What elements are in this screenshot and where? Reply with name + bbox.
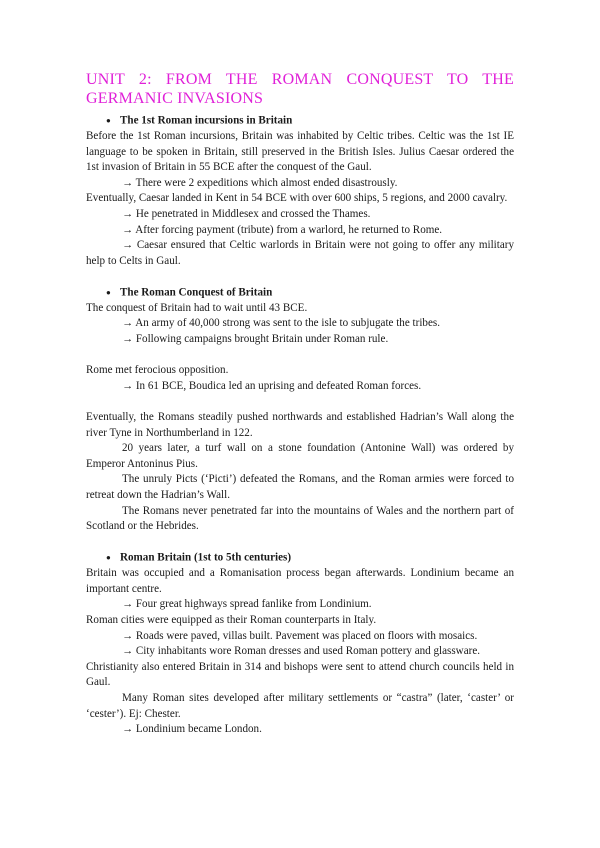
section-heading-text: The Roman Conquest of Britain xyxy=(120,286,273,299)
document-body xyxy=(86,70,514,738)
section-heading-roman-britain xyxy=(86,550,514,566)
paragraph: Rome met ferocious opposition. xyxy=(86,364,229,377)
section-heading-text: Roman Britain (1st to 5th centuries) xyxy=(120,551,292,564)
paragraph: Eventually, Caesar landed in Kent in 54 BCE with over 600 ships, 5 regions, and 2000 cavalry. xyxy=(86,192,508,205)
arrow-point: → Roads were paved, villas built. Pavement was placed on floors with mosaics. xyxy=(122,629,478,642)
paragraph: The Romans never penetrated far into the mountains of Wales and the northern part of Scotland or the Hebrides. xyxy=(86,504,514,533)
bullet-icon: ● xyxy=(106,553,111,563)
section-heading-conquest xyxy=(86,285,514,301)
spacer xyxy=(86,348,514,364)
paragraph: Many Roman sites developed after military settlements or “castra” (later, ‘caster’ or ‘cester’). Ej: Chester. xyxy=(86,692,514,720)
paragraph: Eventually, the Romans steadily pushed northwards and established Hadrian’s Wall along the river Tyne in Northumberland in 122. xyxy=(86,410,514,439)
arrow-point: → Four great highways spread fanlike from Londinium. xyxy=(122,598,372,611)
arrow-point: → City inhabitants wore Roman dresses and used Roman pottery and glassware. xyxy=(122,645,481,658)
paragraph: The conquest of Britain had to wait until 43 BCE. xyxy=(86,301,308,314)
arrow-point: → There were 2 expeditions which almost ended disastrously. xyxy=(122,176,398,189)
arrow-point: → Following campaigns brought Britain under Roman rule. xyxy=(122,333,389,345)
spacer xyxy=(86,394,514,410)
arrow-point: → An army of 40,000 strong was sent to the isle to subjugate the tribes. xyxy=(122,317,440,330)
arrow-point: → Londinium became London. xyxy=(122,723,262,736)
paragraph: 20 years later, a turf wall on a stone foundation (Antonine Wall) was ordered by Emperor Antoninus Pius. xyxy=(86,442,514,470)
section-heading-incursions xyxy=(86,113,514,129)
paragraph: Roman cities were equipped as their Roman counterparts in Italy. xyxy=(86,614,377,627)
bullet-icon: ● xyxy=(106,116,111,125)
section-heading-text: The 1st Roman incursions in Britain xyxy=(120,114,293,127)
arrow-point: → Caesar ensured that Celtic warlords in Britain were not going to offer any military help to Celts in Gaul. xyxy=(86,239,514,267)
paragraph: Christianity also entered Britain in 314 and bishops were sent to attend church councils held in Gaul. xyxy=(86,660,514,689)
arrow-point: → In 61 BCE, Boudica led an uprising and defeated Roman forces. xyxy=(122,379,422,392)
paragraph: The unruly Picts (‘Picti’) defeated the Romans, and the Roman armies were forced to retreat down the Hadrian’s Wall. xyxy=(86,473,514,501)
spacer xyxy=(86,535,514,551)
bullet-icon: ● xyxy=(106,287,111,297)
unit-title-line-1: UNIT 2: FROM THE ROMAN CONQUEST TO THE xyxy=(86,71,514,88)
unit-title xyxy=(86,70,514,108)
paragraph: Britain was occupied and a Romanisation process began afterwards. Londinium became an important centre. xyxy=(86,567,514,595)
arrow-point: → He penetrated in Middlesex and crossed the Thames. xyxy=(122,207,371,220)
unit-title-line-2: GERMANIC INVASIONS xyxy=(86,90,264,107)
paragraph: Before the 1st Roman incursions, Britain was inhabited by Celtic tribes. Celtic was the 1st IE language to be spoken in Britain, still preserved in the British Isles. Julius Caesar ordered the 1st invasion of Britain in 55 BCE after the conquest of the Gaul. xyxy=(86,129,514,174)
spacer xyxy=(86,269,514,285)
arrow-point: → After forcing payment (tribute) from a warlord, he returned to Rome. xyxy=(122,223,443,236)
